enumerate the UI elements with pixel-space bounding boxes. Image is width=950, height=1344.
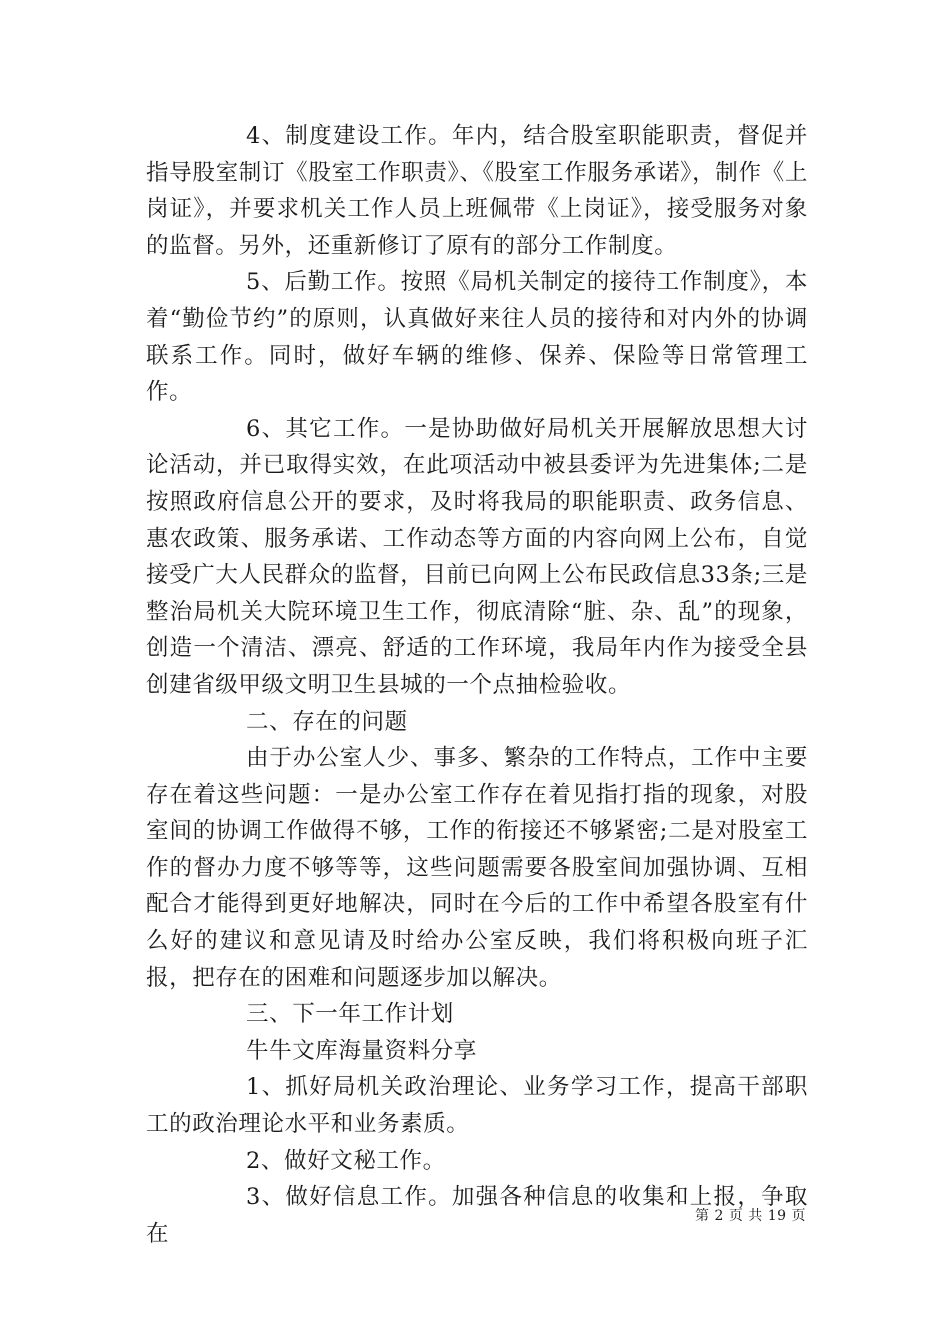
- paragraph-problems: 由于办公室人少、事多、繁杂的工作特点，工作中主要存在着这些问题：一是办公室工作存在着见指打指的现象，对股室间的协调工作做得不够，工作的衔接还不够紧密;二是对股室工作的督办力度不够等等，这些问题需要各股室间加强协调、互相配合才能得到更好地解决，同时在今后的工作中希望各股室有什么好的建议和意见请及时给办公室反映，我们将积极向班子汇报，把存在的困难和问题逐步加以解决。: [146, 745, 808, 991]
- section-heading-next-year-plan: 三、下一年工作计划: [246, 1001, 454, 1028]
- paragraph-plan-item-2: 2、做好文秘工作。: [246, 1147, 446, 1174]
- paragraph-logistics: 5、后勤工作。按照《局机关制定的接待工作制度》，本着“勤俭节约”的原则，认真做好来往人员的接待和对内外的协调联系工作。同时，做好车辆的维修、保养、保险等日常管理工作。: [146, 269, 808, 406]
- paragraph-plan-item-1: 1、抓好局机关政治理论、业务学习工作，提高干部职工的政治理论水平和业务素质。: [146, 1074, 808, 1138]
- paragraph-other-work: 6、其它工作。一是协助做好局机关开展解放思想大讨论活动，并已取得实效，在此项活动中被县委评为先进集体;二是按照政府信息公开的要求，及时将我局的职能职责、政务信息、惠农政策、服务承诺、工作动态等方面的内容向网上公布，自觉接受广大人民群众的监督，目前已向网上公布民政信息33条;三是整治局机关大院环境卫生工作，彻底清除“脏、杂、乱”的现象，创造一个清洁、漂亮、舒适的工作环境，我局年内作为接受全县创建省级甲级文明卫生县城的一个点抽检验收。: [146, 415, 808, 698]
- watermark-line: 牛牛文库海量资料分享: [246, 1037, 478, 1064]
- document-page: [146, 118, 808, 1252]
- section-heading-problems: 二、存在的问题: [246, 708, 408, 735]
- paragraph-system-building: 4、制度建设工作。年内，结合股室职能职责，督促并指导股室制订《股室工作职责》、《股室工作服务承诺》，制作《上岗证》，并要求机关工作人员上班佩带《上岗证》，接受服务对象的监督。另外，还重新修订了原有的部分工作制度。: [146, 123, 808, 259]
- paragraph-plan-item-3: 3、做好信息工作。加强各种信息的收集和上报，争取在: [146, 1184, 808, 1247]
- page-number-footer: 第 2 页 共 19 页: [695, 1208, 806, 1224]
